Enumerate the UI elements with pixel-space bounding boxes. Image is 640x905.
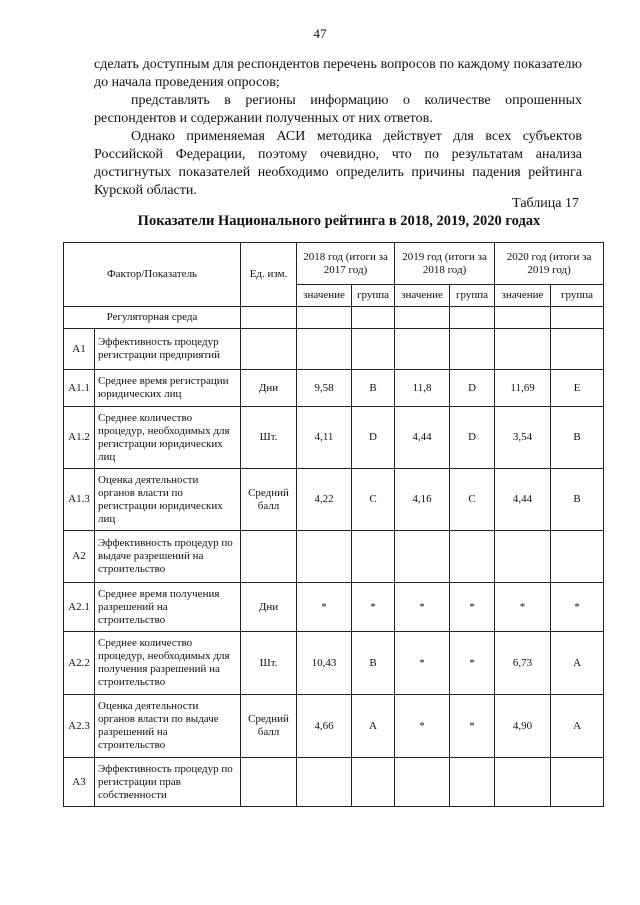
row-name: Среднее время регистрации юридических лиц <box>95 370 241 407</box>
header-group: группа <box>352 285 395 307</box>
cell-value: * <box>395 632 450 695</box>
row-code: А1.3 <box>64 469 95 531</box>
cell-group: * <box>450 632 495 695</box>
cell-value: 4,16 <box>395 469 450 531</box>
cell-value: * <box>495 583 551 632</box>
row-unit: Шт. <box>241 632 297 695</box>
cell-value <box>495 329 551 370</box>
row-name: Эффективность процедур регистрации предприятий <box>95 329 241 370</box>
cell-group <box>450 758 495 807</box>
row-name: Оценка деятельности органов власти по регистрации юридических лиц <box>95 469 241 531</box>
cell-value: 3,54 <box>495 407 551 469</box>
header-value: значение <box>395 285 450 307</box>
table-row <box>64 370 604 407</box>
header-group: группа <box>551 285 604 307</box>
body-text <box>94 56 582 200</box>
header-group: группа <box>450 285 495 307</box>
row-unit <box>241 329 297 370</box>
row-name: Среднее время получения разрешений на строительство <box>95 583 241 632</box>
table-row <box>64 695 604 758</box>
row-name: Среднее количество процедур, необходимых для регистрации юридических лиц <box>95 407 241 469</box>
row-unit: Шт. <box>241 407 297 469</box>
cell-value: 6,73 <box>495 632 551 695</box>
cell-group <box>551 758 604 807</box>
indicators-table <box>63 242 604 807</box>
row-unit <box>241 531 297 583</box>
paragraph: сделать доступным для респондентов перечень вопросов по каждому показателю до начала проведения опросов; <box>94 57 582 90</box>
cell-group <box>450 329 495 370</box>
header-year-2018: 2018 год (итоги за 2017 год) <box>297 243 395 285</box>
cell-group <box>450 531 495 583</box>
page-number: 47 <box>313 26 327 41</box>
cell-group: * <box>352 583 395 632</box>
header-unit: Ед. изм. <box>241 243 297 307</box>
cell-value: * <box>395 583 450 632</box>
cell-value <box>495 758 551 807</box>
row-code: А2.2 <box>64 632 95 695</box>
row-name: Эффективность процедур по регистрации прав собственности <box>95 758 241 807</box>
cell-value <box>395 531 450 583</box>
row-unit: Средний балл <box>241 469 297 531</box>
header-year-2019: 2019 год (итоги за 2018 год) <box>395 243 495 285</box>
cell-value <box>495 531 551 583</box>
row-unit: Дни <box>241 370 297 407</box>
cell-value <box>395 329 450 370</box>
cell-group <box>551 531 604 583</box>
cell-group: D <box>352 407 395 469</box>
table-row <box>64 758 604 807</box>
table-row <box>64 531 604 583</box>
header-value: значение <box>297 285 352 307</box>
cell-group: D <box>450 370 495 407</box>
cell-group: В <box>352 370 395 407</box>
cell-value: 4,44 <box>495 469 551 531</box>
row-code: А3 <box>64 758 95 807</box>
cell-group: В <box>551 469 604 531</box>
cell-group: А <box>352 695 395 758</box>
cell-value: 10,43 <box>297 632 352 695</box>
header-year-2020: 2020 год (итоги за 2019 год) <box>495 243 604 285</box>
cell-value: 9,58 <box>297 370 352 407</box>
section-title: Регуляторная среда <box>64 307 241 329</box>
cell-group: В <box>551 407 604 469</box>
cell-value: 4,90 <box>495 695 551 758</box>
row-unit: Дни <box>241 583 297 632</box>
cell-value: 4,66 <box>297 695 352 758</box>
cell-group: Е <box>551 370 604 407</box>
row-unit <box>241 758 297 807</box>
table-label: Таблица 17 <box>512 196 579 211</box>
cell-group: С <box>352 469 395 531</box>
cell-value: 11,8 <box>395 370 450 407</box>
table-row <box>64 583 604 632</box>
row-unit: Средний балл <box>241 695 297 758</box>
row-code: А1 <box>64 329 95 370</box>
header-factor: Фактор/Показатель <box>64 243 241 307</box>
cell-group <box>352 329 395 370</box>
row-name: Оценка деятельности органов власти по выдаче разрешений на строительство <box>95 695 241 758</box>
row-code: А1.2 <box>64 407 95 469</box>
cell-value <box>297 758 352 807</box>
cell-group: * <box>551 583 604 632</box>
cell-value <box>395 758 450 807</box>
cell-group: С <box>450 469 495 531</box>
cell-value: 4,11 <box>297 407 352 469</box>
row-name: Среднее количество процедур, необходимых для получения разрешений на строительство <box>95 632 241 695</box>
row-code: А2.1 <box>64 583 95 632</box>
cell-group: А <box>551 695 604 758</box>
table-row <box>64 329 604 370</box>
paragraph: представлять в регионы информацию о количестве опрошенных респондентов и содержании полученных от них ответов. <box>94 93 582 126</box>
header-value: значение <box>495 285 551 307</box>
cell-group: * <box>450 583 495 632</box>
table-row <box>64 407 604 469</box>
row-code: А2 <box>64 531 95 583</box>
cell-value: 4,44 <box>395 407 450 469</box>
row-code: А2.3 <box>64 695 95 758</box>
cell-value: 4,22 <box>297 469 352 531</box>
table-row <box>64 469 604 531</box>
table-title: Показатели Национального рейтинга в 2018, 2019, 2020 годах <box>137 213 541 229</box>
paragraph: Однако применяемая АСИ методика действует для всех субъектов Российской Федерации, поэтому очевидно, что по результатам анализа достигнутых показателей необходимо определить причины падения рейтинга Курской области. <box>94 129 582 198</box>
cell-group: D <box>450 407 495 469</box>
cell-group <box>352 531 395 583</box>
cell-group: В <box>352 632 395 695</box>
row-name: Эффективность процедур по выдаче разрешений на строительство <box>95 531 241 583</box>
cell-value <box>297 329 352 370</box>
cell-group: А <box>551 632 604 695</box>
cell-value <box>297 531 352 583</box>
cell-group: * <box>450 695 495 758</box>
cell-value: * <box>297 583 352 632</box>
cell-group <box>551 329 604 370</box>
cell-value: * <box>395 695 450 758</box>
table-row <box>64 632 604 695</box>
cell-group <box>352 758 395 807</box>
cell-value: 11,69 <box>495 370 551 407</box>
row-code: А1.1 <box>64 370 95 407</box>
